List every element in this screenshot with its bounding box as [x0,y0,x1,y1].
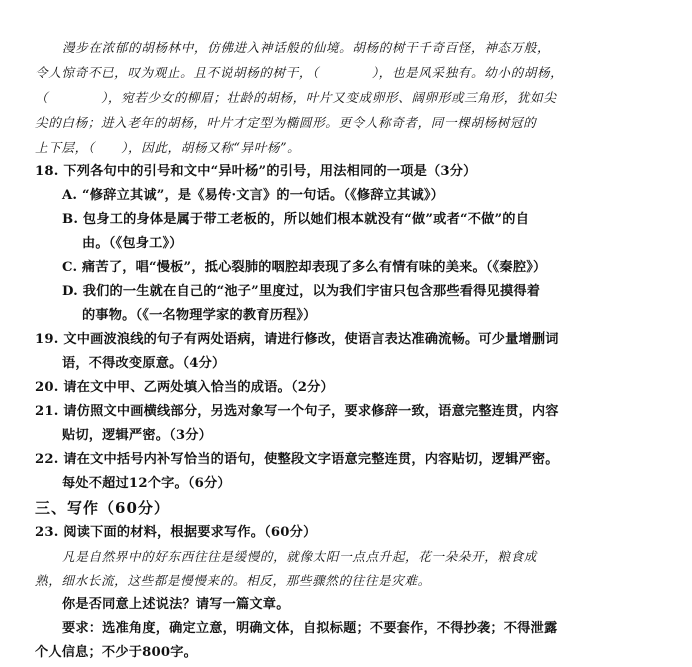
question-21: 21. 请仿照文中画横线部分，另选对象写一个句子，要求修辞一致，语意完整连贯，内容 [35,404,559,419]
question-21-cont: 贴切，逻辑严密。（3分） [62,428,213,443]
passage-line: （ ），宛若少女的柳眉；壮龄的胡杨，叶片又变成卵形、阔卵形或三角形，犹如尖 [35,90,557,105]
requirements-line: 个人信息；不少于800字。 [35,645,198,660]
passage-line: 令人惊奇不已，叹为观止。且不说胡杨的树干，（ ），也是风采独有。幼小的胡杨， [35,65,564,80]
question-23-ask: 你是否同意上述说法？请写一篇文章。 [62,597,290,612]
question-23: 23. 阅读下面的材料，根据要求写作。（60分） [35,525,317,540]
option-a: A. “修辞立其诚”，是《易传·文言》的一句话。（《修辞立其诚》） [62,188,445,203]
passage-line: 漫步在浓郁的胡杨林中，仿佛进入神话般的仙境。胡杨的树干千奇百怪，神态万般， [62,40,551,55]
question-22-cont: 每处不超过12个字。（6分） [62,476,231,491]
option-c: C. 痛苦了，唱“慢板”，抵心裂肺的咽腔却表现了多么有情有味的美来。（《秦腔》） [62,260,547,275]
question-20: 20. 请在文中甲、乙两处填入恰当的成语。（2分） [35,380,334,395]
section-heading-writing: 三、写作（60分） [35,499,170,517]
question-18: 18. 下列各句中的引号和文中“异叶杨”的引号，用法相同的一项是（3分） [35,164,477,179]
question-19-cont: 语，不得改变原意。（4分） [62,356,226,371]
passage-line: 尖的白杨；进入老年的胡杨，叶片才定型为椭圆形。更令人称奇者，同一棵胡杨树冠的 [35,115,537,130]
option-b: B. 包身工的身体是属于带工老板的，所以她们根本就没有“做”或者“不做”的自 [62,212,530,227]
option-d: D. 我们的一生就在自己的“池子”里度过，以为我们宇宙只包含那些看得见摸得着 [62,284,541,299]
option-b-cont: 由。（《包身工》） [82,236,183,251]
question-19: 19. 文中画波浪线的句子有两处语病，请进行修改，使语言表达准确流畅。可少量增删词 [35,332,559,347]
option-d-cont: 的事物。（《一名物理学家的教育历程》） [82,308,317,323]
passage-line: 上下层，（ ），因此，胡杨又称“异叶杨”。 [35,140,301,155]
material-line: 熟，细水长流，这些都是慢慢来的。相反，那些骤然的往往是灾难。 [35,573,431,588]
question-22: 22. 请在文中括号内补写恰当的语句，使整段文字语意完整连贯，内容贴切，逻辑严密。 [35,452,559,467]
requirements-line: 要求：选准角度，确定立意，明确文体，自拟标题；不要套作，不得抄袭；不得泄露 [62,621,558,636]
material-line: 凡是自然界中的好东西往往是缓慢的，就像太阳一点点升起，花一朵朵开，粮食成 [62,549,537,564]
